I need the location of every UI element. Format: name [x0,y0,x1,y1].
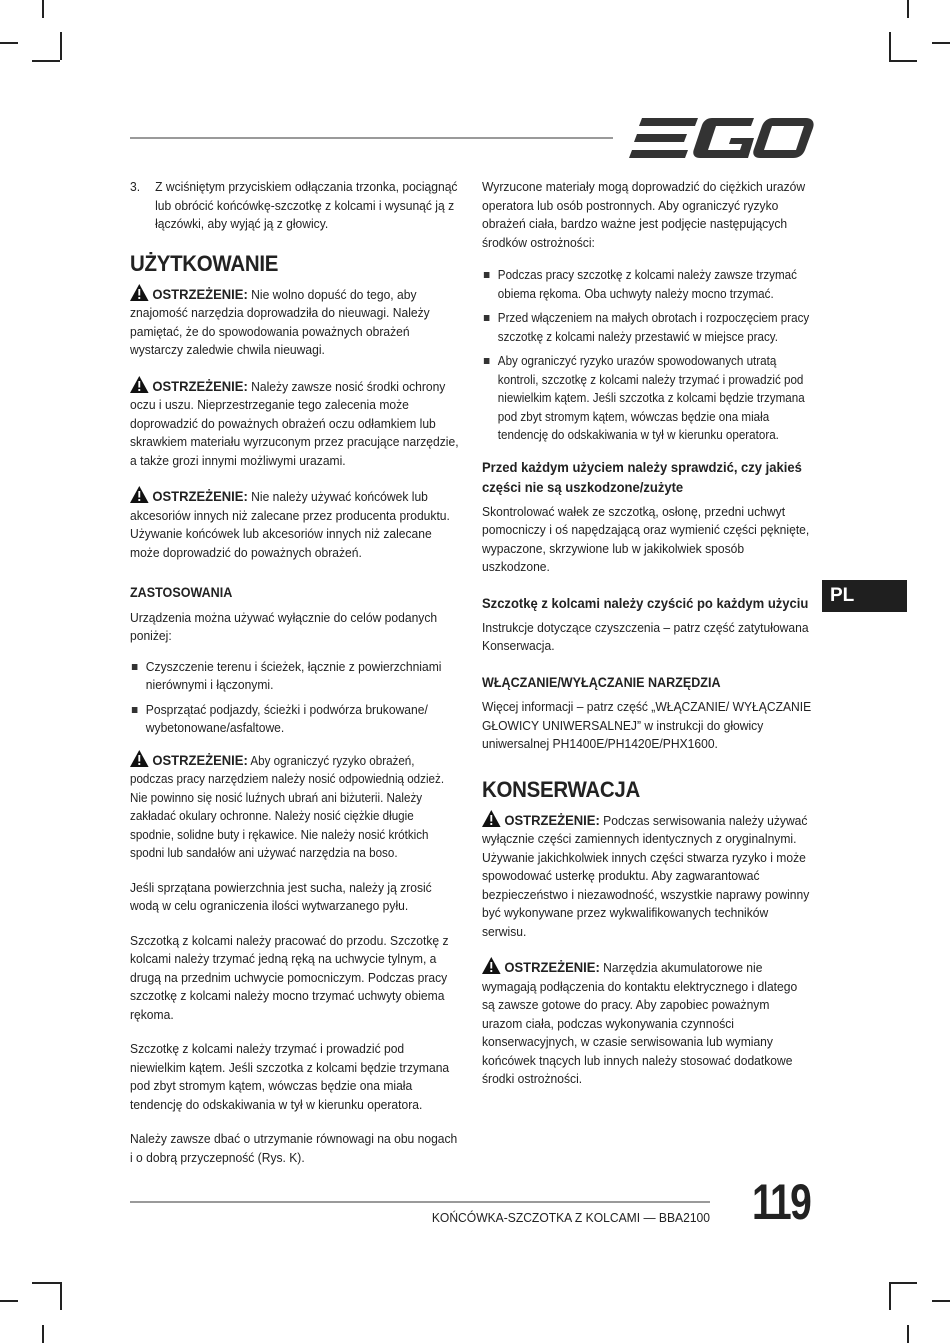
header-rule [130,137,613,139]
warning-label: OSTRZEŻENIE: [152,751,248,768]
bullet-icon [132,707,138,713]
warning-label: OSTRZEŻENIE: [152,285,248,302]
warning-label: OSTRZEŻENIE: [152,488,248,504]
warning-icon [130,750,149,767]
section-heading-use: UŻYTKOWANIE [130,250,279,276]
crop-mark [889,32,891,60]
warning-icon [482,957,501,974]
list-item: Przed włączeniem na małych obrotach i rozpoczęciem pracy szczotkę z kolcami należy przestawić w miejsce pracy. [482,309,812,346]
crop-mark [42,0,44,18]
section-heading-on-off: WŁĄCZANIE/WYŁĄCZANIE NARZĘDZIA [482,674,721,690]
bullet-icon [484,358,490,364]
paragraph: Szczotką z kolcami należy pracować do przodu. Szczotkę z kolcami należy trzymać jedną ręką na uchwycie tylnym, a drugą na przednim uchwycie pomocniczym. Podczas pracy szczotkę z kolcami należy mocno trzymać uchwyty obiema rękoma. [130,932,449,1022]
paragraph: Jeśli sprzątana powierzchnia jest sucha, należy ją zrosić wodą w celu ograniczenia ilości wytwarzanego pyłu. [130,879,432,913]
applications-intro: Urządzenia można używać wyłącznie do celów podanych poniżej: [130,609,438,643]
crop-mark [889,60,917,62]
right-column [482,178,812,1101]
warning-text: Należy zawsze nosić środki ochrony oczu i uszu. Nieprzestrzeganie tego zalecenia może doprowadzić do poważnych obrażeń oczu odłamkiem lub skrawkiem materiału wyrzuconym przez pracujące narzędzie, a także grozi innymi możliwymi urazami. [130,378,459,468]
subheading-check: Przed każdym użyciem należy sprawdzić, czy jakieś części nie są uszkodzone/zużyte [482,458,802,495]
warning-icon [482,810,501,827]
paragraph: Skontrolować wałek ze szczotką, osłonę, przedni uchwyt pomocniczy i oś napędzającą oraz wymienić części pęknięte, wypaczone, skrzywione lub w jakikolwiek sposób uszkodzone. [482,503,810,574]
list-item: Czyszczenie terenu i ścieżek, łącznie z powierzchniami nierównymi i łączonymi. [130,658,460,695]
warning-block [482,810,812,942]
subheading-clean: Szczotkę z kolcami należy czyścić po każdym użyciu [482,594,809,611]
section-heading-maintenance: KONSERWACJA [482,776,640,802]
applications-list [130,658,460,738]
crop-mark [60,1282,62,1310]
warning-text: Nie wolno dopuść do tego, aby znajomość narzędzia doprowadziła do nieuwagi. Należy pamiętać, że do spowodowania poważnych obrażeń wystarczy zaledwie chwila nieuwagi. [130,286,430,357]
footer-rule [130,1201,710,1203]
footer-title: KOŃCÓWKA-SZCZOTKA Z KOLCAMI — BBA2100 [431,1210,710,1225]
paragraph: Szczotkę z kolcami należy trzymać i prowadzić pod niewielkim kątem. Jeśli szczotka z kolcami będzie trzymana pod zbyt stromym kątem, wówczas będzie ona miała tendencję do odskakiwania w tył w kierunku operatora. [130,1041,450,1112]
warning-label: OSTRZEŻENIE: [504,959,600,975]
crop-mark [932,42,950,44]
crop-mark [0,1300,18,1302]
warning-label: OSTRZEŻENIE: [504,811,600,828]
page-number: 119 [752,1174,811,1230]
precautions-list [482,266,812,445]
warning-block [130,284,460,360]
warning-text: Aby ograniczyć ryzyko obrażeń, podczas pracy narzędziem należy nosić odpowiednią odzież. Nie powinno się nosić luźnych ubrań ani biżuterii. Należy zakładać okulary ochronne. Należy nosić ciężkie długie spodnie, solidne buty i rękawice. Nie należy nosić krótkich spodni lub sandałów ani używać narzędzia na boso. [130,753,445,860]
warning-block [130,486,460,562]
crop-mark [907,0,909,18]
ego-logo [628,116,814,160]
bullet-icon [484,315,490,321]
list-item: Aby ograniczyć ryzyko urazów spowodowanych utratą kontroli, szczotkę z kolcami należy trzymać i prowadzić pod niewielkim kątem. Jeśli szczotka z kolcami będzie trzymana pod zbyt stromym kątem, wówczas będzie ona miała tendencję do odskakiwania w tył w kierunku operatora. [482,352,812,445]
warning-text: Narzędzia akumulatorowe nie wymagają podłączenia do kontaktu elektrycznego i dlatego są zawsze gotowe do pracy. Aby zapobiec poważnym urazom ciała, podczas wykonywania czynności konserwacyjnych, w czasie serwisowania lub wymiany końcówek tnących lub innych należy stosować dodatkowe środki ostrożności. [482,960,798,1086]
crop-mark [907,1325,909,1343]
paragraph: Wyrzucone materiały mogą doprowadzić do ciężkich urazów operatora lub osób postronnych. Aby ograniczyć ryzyko obrażeń ciała, bardzo ważne jest podjęcie następujących środków ostrożności: [482,179,806,250]
warning-icon [130,486,149,503]
crop-mark [0,42,18,44]
crop-mark [32,1282,60,1284]
warning-icon [130,284,149,301]
section-heading-applications: ZASTOSOWANIA [130,585,233,600]
step-number: 3. [130,179,141,194]
left-column [130,178,460,1179]
crop-mark [932,1300,950,1302]
warning-text: Nie należy używać końcówek lub akcesoriów innych niż zalecane przez producenta produktu. Używanie końcówek lub akcesoriów innych niż zalecane może doprowadzić do poważnych obrażeń. [130,489,450,560]
paragraph: Instrukcje dotyczące czyszczenia – patrz część zatytułowana Konserwacja. [482,619,809,653]
crop-mark [32,60,60,62]
crop-mark [889,1282,917,1284]
crop-mark [60,32,62,60]
language-tab: PL [822,580,907,612]
warning-block [482,957,812,1089]
warning-block [130,750,460,863]
numbered-step [130,178,460,234]
bullet-icon [132,664,138,670]
crop-mark [889,1282,891,1310]
paragraph: Więcej informacji – patrz część „WŁĄCZANIE/ WYŁĄCZANIE GŁOWICY UNIWERSALNEJ” w instrukcji do głowicy uniwersalnej PH1400E/PH1420E/PHX1600. [482,699,812,751]
warning-text: Podczas serwisowania należy używać wyłącznie części zamiennych identycznych z oryginalnymi. Używanie jakichkolwiek innych części stwarza ryzyko i może spowodować usterkę produktu. Aby zagwarantować bezpieczeństwo i niezawodność, wszystkie naprawy powinny być wykonywane przez wykwalifikowanych techników serwisu. [482,812,810,939]
warning-icon [130,376,149,393]
step-text: Z wciśniętym przyciskiem odłączania trzonka, pociągnąć lub obrócić końcówkę-szczotkę z kolcami i wysunąć ją z łączówki, aby wyjąć ją z głowicy. [155,179,458,231]
crop-mark [42,1325,44,1343]
warning-block [130,376,460,471]
list-item: Podczas pracy szczotkę z kolcami należy zawsze trzymać obiema rękoma. Oba uchwyty należy mocno trzymać. [482,266,812,303]
bullet-icon [484,272,490,278]
warning-label: OSTRZEŻENIE: [152,377,248,394]
list-item: Posprzątać podjazdy, ścieżki i podwórza brukowane/ wybetonowane/asfaltowe. [130,701,460,738]
paragraph: Należy zawsze dbać o utrzymanie równowagi na obu nogach i o dobrą przyczepność (Rys. K). [130,1131,458,1165]
